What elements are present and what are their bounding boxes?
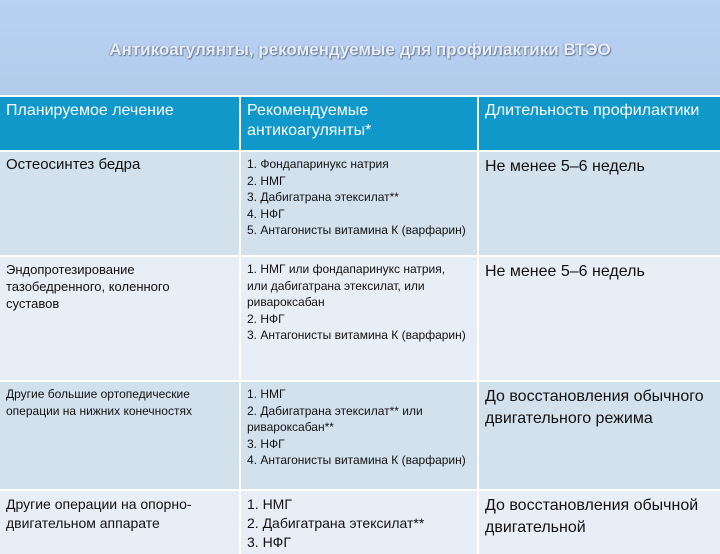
header-drugs: Рекомендуемые антикоагулянты*: [240, 96, 478, 151]
table-row: [0, 256, 720, 381]
duration-cell: Не менее 5–6 недель: [478, 256, 720, 381]
header-duration: Длительность профилактики: [478, 96, 720, 151]
drug-item: 2. НМГ: [247, 173, 286, 188]
drug-item: 2. Дабигатрана этексилат**: [247, 515, 425, 531]
treatment-cell: Остеосинтез бедра: [0, 151, 240, 256]
drug-item: 3. НФГ: [247, 436, 285, 451]
duration-cell: До восстановления обычной двигательной: [478, 490, 720, 554]
table-row: [0, 490, 720, 554]
anticoagulants-table: [0, 95, 720, 554]
drug-item: 1. НМГ: [247, 496, 292, 512]
drug-item: 3. Антагонисты витамина К (варфарин): [247, 328, 466, 343]
table-header-row: [0, 96, 720, 151]
drug-item: 1. НМГ или фондапаринукс натрия,: [247, 262, 446, 276]
drug-item: 3. НФГ: [247, 534, 291, 550]
drug-item: 3. Дабигатрана этексилат**: [247, 190, 399, 205]
treatment-cell: Другие операции на опорно-двигательном аппарате: [0, 490, 240, 554]
slide-title-bar: [0, 0, 720, 95]
drug-item: 2. НФГ: [247, 311, 285, 326]
drugs-cell: [240, 256, 478, 381]
drugs-cell: [240, 151, 478, 256]
drugs-cell: [240, 490, 478, 554]
drugs-cell: [240, 381, 478, 490]
treatment-cell: Эндопротезирование тазобедренного, коленного суставов: [0, 256, 240, 381]
drug-item: 2. Дабигатрана этексилат** или ривароксабан**: [247, 403, 423, 435]
drug-item: 1. Фондапаринукс натрия: [247, 157, 389, 171]
drug-item: 1. НМГ: [247, 387, 286, 401]
drug-item: 4. НФГ: [247, 206, 285, 221]
duration-cell: Не менее 5–6 недель: [478, 151, 720, 256]
header-treatment: Планируемое лечение: [0, 96, 240, 151]
drug-item: или дабигатрана этексилат, или ривароксабан: [247, 278, 425, 310]
slide-title: Антикоагулянты, рекомендуемые для профилактики ВТЭО: [109, 39, 611, 59]
duration-cell: До восстановления обычного двигательного режима: [478, 381, 720, 490]
table-row: [0, 151, 720, 256]
drug-item: 5. Антагонисты витамина К (варфарин): [247, 223, 466, 238]
drug-item: 4. Антагонисты витамина К (варфарин): [247, 453, 466, 468]
treatment-cell: Другие большие ортопедические операции на нижних конечностях: [0, 381, 240, 490]
table-row: [0, 381, 720, 490]
